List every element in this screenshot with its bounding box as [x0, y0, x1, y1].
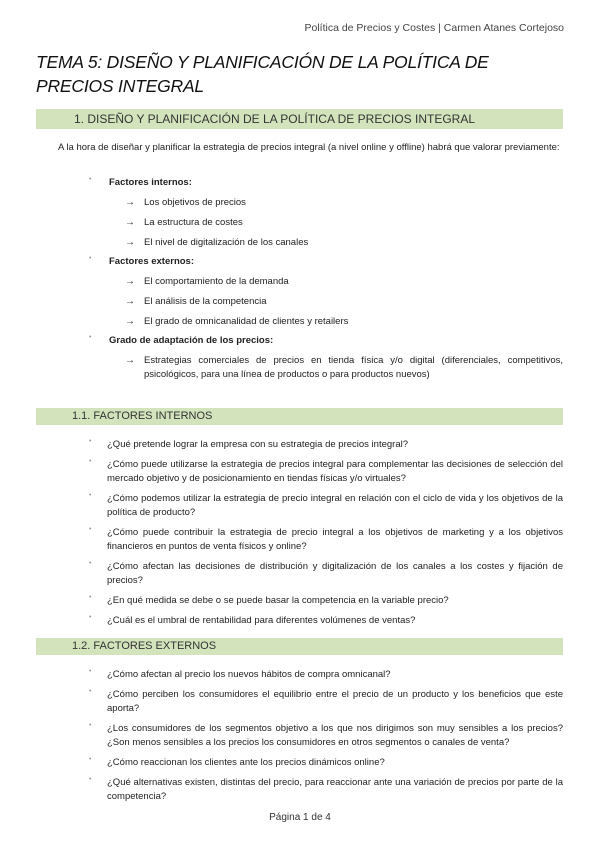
section-heading-external — [36, 638, 563, 655]
list-item-text: La estructura de costes — [144, 217, 243, 228]
list-item — [36, 236, 563, 250]
question-item — [36, 722, 563, 750]
section-heading-main-text: 1. DISEÑO Y PLANIFICACIÓN DE LA POLÍTICA DE PRECIOS INTEGRAL — [74, 112, 476, 126]
group-label-text: Factores internos: — [109, 177, 192, 188]
list-item — [36, 354, 563, 382]
section-heading-internal-text: 1.1. FACTORES INTERNOS — [72, 410, 213, 422]
bullet-icon: • — [89, 756, 92, 763]
bullet-icon: • — [89, 492, 92, 499]
question-item — [36, 594, 563, 608]
page-header: Política de Precios y Costes | Carmen Atanes Cortejoso — [304, 22, 564, 34]
question-text: ¿Cómo podemos utilizar la estrategia de precio integral en relación con el ciclo de vida y los objetivos de la política de producto? — [107, 493, 563, 518]
group-label-adaptation — [36, 333, 563, 348]
list-item — [36, 275, 563, 289]
bullet-icon: • — [89, 688, 92, 695]
arrow-icon: → — [125, 276, 135, 287]
bullet-icon: • — [89, 255, 92, 262]
section-heading-internal — [36, 408, 563, 425]
bullet-icon: • — [89, 722, 92, 729]
question-text: ¿Cómo puede utilizarse la estrategia de precios integral para complementar las decisiones de selección del mercado objetivo y de posicionamiento en tiendas físicas y/o virtuales? — [107, 459, 563, 484]
page-footer: Página 1 de 4 — [269, 812, 331, 823]
list-item-text: Los objetivos de precios — [144, 197, 246, 208]
arrow-icon: → — [125, 316, 135, 327]
list-item-text: El nivel de digitalización de los canales — [144, 237, 309, 248]
page-title: TEMA 5: DISEÑO Y PLANIFICACIÓN DE LA POLÍTICA DE PRECIOS INTEGRAL — [36, 52, 489, 96]
arrow-icon: → — [125, 355, 135, 366]
question-item — [36, 526, 563, 554]
question-text: ¿Cómo afectan las decisiones de distribución y digitalización de los canales a los costes y fijación de precios? — [107, 561, 563, 586]
list-item-text: Estrategias comerciales de precios en tienda física y/o digital (diferenciales, competitivos, psicológicos, para una línea de productos o para productos nuevos) — [144, 355, 563, 380]
bullet-icon: • — [89, 438, 92, 445]
bullet-icon: • — [89, 176, 92, 183]
question-item — [36, 756, 563, 770]
question-text: ¿Cómo reaccionan los clientes ante los precios dinámicos online? — [107, 757, 385, 768]
group-adaptation — [36, 333, 563, 382]
list-item — [36, 196, 563, 210]
question-text: ¿En qué medida se debe o se puede basar la competencia en la variable precio? — [107, 595, 449, 606]
arrow-icon: → — [125, 237, 135, 248]
internal-questions — [36, 438, 563, 628]
question-text: ¿Qué alternativas existen, distintas del precio, para reaccionar ante una variación de precios por parte de la competencia? — [107, 777, 563, 802]
bullet-icon: • — [89, 334, 92, 341]
group-label-text: Factores externos: — [109, 256, 195, 267]
question-text: ¿Qué pretende lograr la empresa con su estrategia de precios integral? — [107, 439, 409, 450]
list-item — [36, 216, 563, 230]
list-item-text: El grado de omnicanalidad de clientes y retailers — [144, 316, 349, 327]
list-item — [36, 315, 563, 329]
question-item — [36, 668, 563, 682]
section-heading-main — [36, 109, 563, 129]
arrow-icon: → — [125, 197, 135, 208]
arrow-icon: → — [125, 217, 135, 228]
group-internal — [36, 175, 563, 250]
question-item — [36, 614, 563, 628]
bullet-icon: • — [89, 526, 92, 533]
external-questions — [36, 668, 563, 804]
list-item-text: El análisis de la competencia — [144, 296, 267, 307]
question-text: ¿Cómo perciben los consumidores el equilibrio entre el precio de un producto y los beneficios que este aporta? — [107, 689, 563, 714]
question-item — [36, 560, 563, 588]
question-text: ¿Los consumidores de los segmentos objetivo a los que nos dirigimos son muy sensibles a los precios? ¿Son menos sensibles a los precios los consumidores en otros segmentos o canales de venta? — [107, 723, 563, 748]
list-item-text: El comportamiento de la demanda — [144, 276, 289, 287]
bullet-icon: • — [89, 560, 92, 567]
bullet-icon: • — [89, 594, 92, 601]
list-item — [36, 295, 563, 309]
arrow-icon: → — [125, 296, 135, 307]
bullet-icon: • — [89, 668, 92, 675]
section-heading-external-text: 1.2. FACTORES EXTERNOS — [72, 640, 217, 652]
question-text: ¿Cómo afectan al precio los nuevos hábitos de compra omnicanal? — [107, 669, 391, 680]
question-text: ¿Cómo puede contribuir la estrategia de precio integral a los objetivos de marketing y a los objetivos financieros en puntos de venta físicos y online? — [107, 527, 563, 552]
question-item — [36, 776, 563, 804]
question-item — [36, 492, 563, 520]
bullet-icon: • — [89, 776, 92, 783]
group-label-internal — [36, 175, 563, 190]
intro-paragraph: A la hora de diseñar y planificar la estrategia de precios integral (a nivel online y offline) habrá que valorar previamente: — [58, 142, 560, 153]
bullet-icon: • — [89, 458, 92, 465]
bullet-icon: • — [89, 614, 92, 621]
question-item — [36, 688, 563, 716]
question-item — [36, 438, 563, 452]
group-external — [36, 254, 563, 329]
group-label-text: Grado de adaptación de los precios: — [109, 335, 274, 346]
question-text: ¿Cuál es el umbral de rentabilidad para diferentes volúmenes de ventas? — [107, 615, 416, 626]
group-label-external — [36, 254, 563, 269]
question-item — [36, 458, 563, 486]
